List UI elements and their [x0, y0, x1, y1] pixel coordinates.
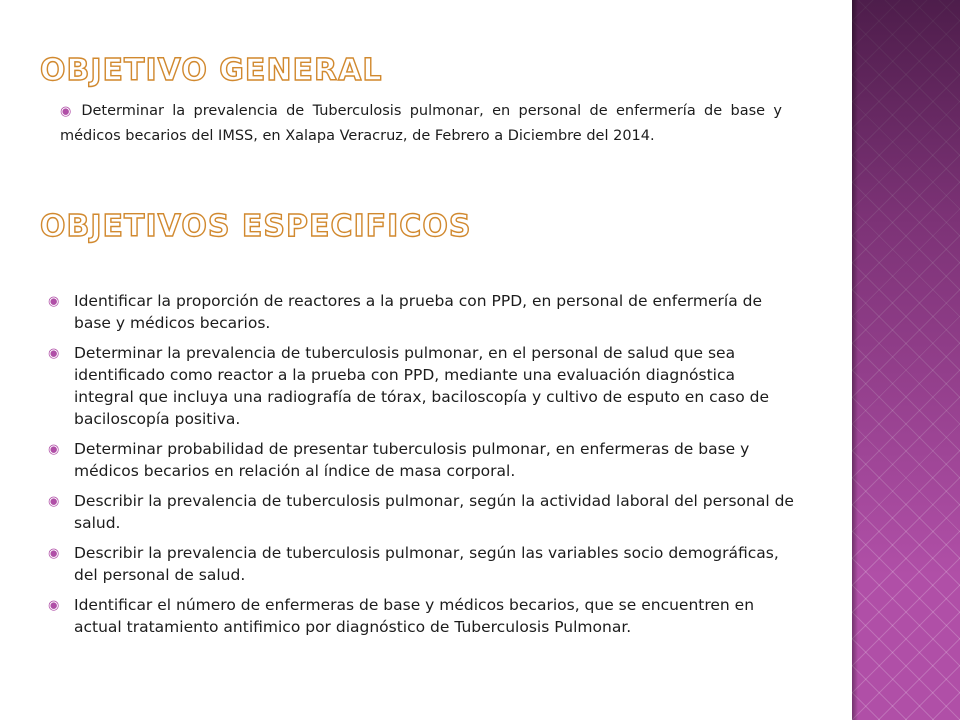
list-item — [46, 438, 798, 482]
bullet-icon: ◉ — [48, 598, 60, 613]
list-item-text: Describir la prevalencia de tuberculosis pulmonar, según las variables socio demográficas, del personal de salud. — [74, 544, 779, 584]
list-item-text: Describir la prevalencia de tuberculosis pulmonar, según la actividad laboral del personal de salud. — [74, 492, 794, 532]
bullet-icon: ◉ — [48, 346, 60, 361]
bullet-icon: ◉ — [48, 442, 60, 457]
list-item — [46, 490, 798, 534]
decorative-side-panel — [852, 0, 960, 720]
bullet-icon: ◉ — [48, 494, 60, 509]
specific-objectives-list — [46, 290, 798, 646]
general-objective-text: Determinar la prevalencia de Tuberculosis pulmonar, en personal de enfermería de base y médicos becarios del IMSS, en Xalapa Veracruz, de Febrero a Diciembre del 2014. — [60, 103, 782, 144]
general-objective-paragraph — [60, 99, 782, 148]
list-item-text: Identificar la proporción de reactores a la prueba con PPD, en personal de enfermería de base y médicos becarios. — [74, 292, 763, 332]
bullet-icon: ◉ — [48, 294, 60, 309]
list-item-text: Determinar probabilidad de presentar tuberculosis pulmonar, en enfermeras de base y médicos becarios en relación al índice de masa corporal. — [74, 440, 750, 480]
heading-general-objective: OBJETIVO GENERAL — [40, 53, 383, 88]
bullet-icon: ◉ — [60, 104, 72, 119]
list-item-text: Determinar la prevalencia de tuberculosis pulmonar, en el personal de salud que sea identificado como reactor a la prueba con PPD, mediante una evaluación diagnóstica integral que incluya una radiografía de tórax, baciloscopía y cultivo de esputo en caso de baciloscopía positiva. — [74, 344, 769, 428]
list-item — [46, 290, 798, 334]
list-item — [46, 342, 798, 430]
list-item-text: Identificar el número de enfermeras de base y médicos becarios, que se encuentren en actual tratamiento antifimico por diagnóstico de Tuberculosis Pulmonar. — [74, 596, 755, 636]
list-item — [46, 542, 798, 586]
list-item — [46, 594, 798, 638]
heading-specific-objectives: OBJETIVOS ESPECIFICOS — [40, 209, 472, 244]
bullet-icon: ◉ — [48, 546, 60, 561]
